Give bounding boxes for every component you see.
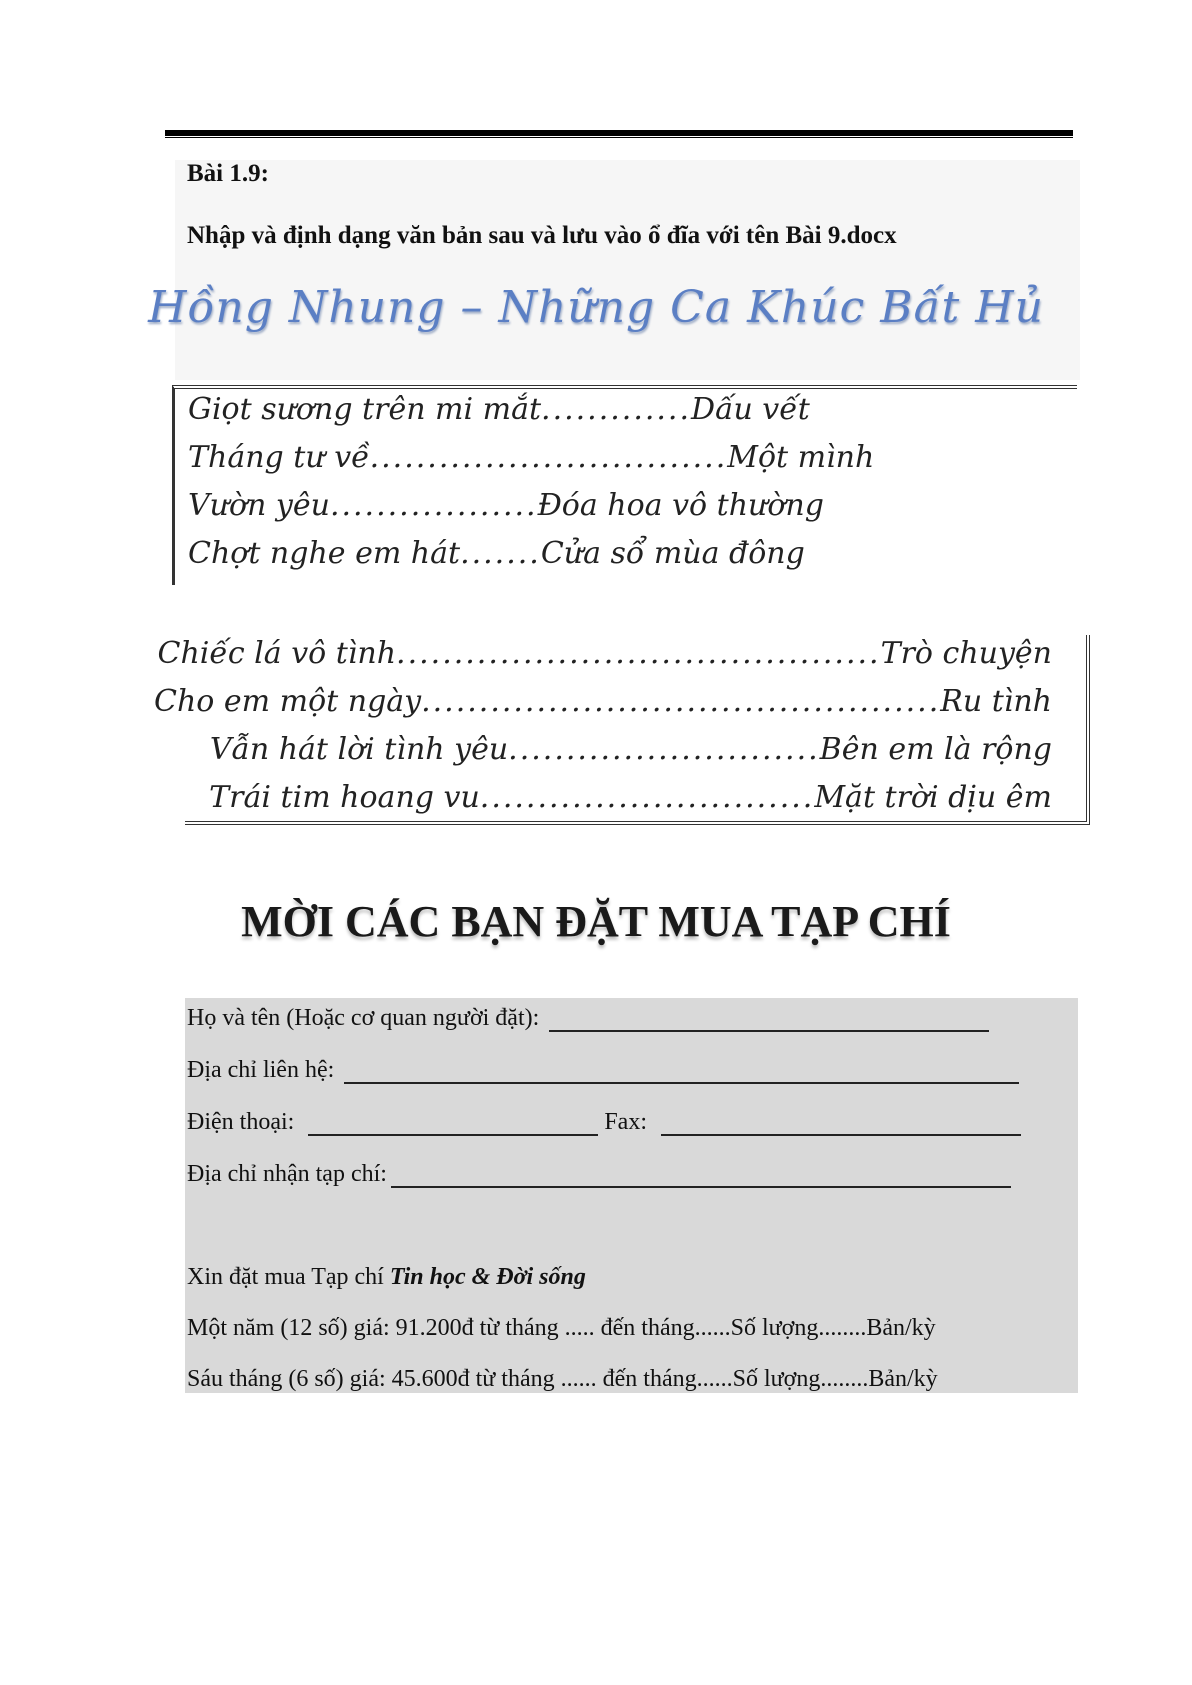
phone-label: Điện thoại:	[187, 1109, 295, 1135]
leader-dots: ..................	[329, 488, 538, 523]
song-line	[154, 684, 1052, 719]
magazine-name: Tin học & Đời sống	[389, 1264, 586, 1290]
order-prefix: Xin đặt mua Tạp chí	[187, 1264, 390, 1290]
name-field[interactable]	[549, 1010, 989, 1032]
leader-dots: ...........................	[508, 732, 820, 767]
song-name: Trò chuyện	[880, 636, 1052, 671]
leader-dots: ...............................	[369, 440, 728, 475]
song-title: Hồng Nhung – Những Ca Khúc Bất Hủ	[148, 282, 1044, 333]
song-name: Bên em là rộng	[819, 732, 1052, 767]
song-line	[210, 732, 1052, 767]
magazine-heading: MỜI CÁC BẠN ĐẶT MUA TẠP CHÍ	[241, 897, 951, 946]
song-line	[188, 536, 805, 571]
phone-field[interactable]	[308, 1114, 598, 1136]
name-row	[187, 1005, 989, 1032]
leader-dots: ..........................................	[396, 636, 881, 671]
address-field[interactable]	[344, 1062, 1019, 1084]
song-name: Tháng tư về	[188, 440, 370, 475]
leader-dots: .............	[541, 392, 692, 427]
song-line	[188, 488, 824, 523]
address-label: Địa chỉ liên hệ:	[187, 1057, 335, 1083]
song-name: Vườn yêu	[188, 488, 330, 523]
song-name: Một mình	[727, 440, 875, 475]
receive-field[interactable]	[391, 1166, 1011, 1188]
leader-dots: .............................	[479, 780, 815, 815]
song-name: Giọt sương trên mi mắt	[188, 392, 542, 427]
song-name: Cho em một ngày	[154, 684, 422, 719]
top-rule-thin	[165, 137, 1073, 138]
fax-label: Fax:	[604, 1109, 647, 1135]
address-row	[187, 1057, 1019, 1084]
top-rule	[165, 130, 1073, 136]
song-name: Dấu vết	[691, 392, 810, 427]
fax-field[interactable]	[661, 1114, 1021, 1136]
song-line	[188, 392, 810, 427]
song-name: Chợt nghe em hát	[188, 536, 461, 571]
leader-dots: .......	[460, 536, 541, 571]
year-subscription-line: Một năm (12 số) giá: 91.200đ từ tháng ..... đến tháng......Số lượng........Bản/kỳ	[187, 1315, 936, 1341]
song-name: Cửa sổ mùa đông	[540, 536, 805, 571]
exercise-title: Bài 1.9:	[187, 160, 269, 187]
exercise-instruction: Nhập và định dạng văn bản sau và lưu vào ổ đĩa với tên Bài 9.docx	[187, 222, 897, 249]
receive-label: Địa chỉ nhận tạp chí:	[187, 1161, 387, 1187]
song-name: Đóa hoa vô thường	[537, 488, 824, 523]
song-name: Mặt trời dịu êm	[814, 780, 1052, 815]
song-line	[209, 780, 1052, 815]
half-year-subscription-line: Sáu tháng (6 số) giá: 45.600đ từ tháng ...... đến tháng......Số lượng........Bản/kỳ	[187, 1366, 938, 1392]
name-label: Họ và tên (Hoặc cơ quan người đặt):	[187, 1005, 540, 1031]
song-name: Chiếc lá vô tình	[157, 636, 397, 671]
receive-row	[187, 1161, 1011, 1188]
song-name: Vẫn hát lời tình yêu	[209, 732, 509, 767]
leader-dots: .............................................	[421, 684, 941, 719]
song-name: Ru tình	[940, 684, 1052, 719]
song-line	[188, 440, 874, 475]
song-line	[158, 636, 1052, 671]
order-line	[187, 1264, 586, 1291]
song-name: Trái tim hoang vu	[209, 780, 480, 815]
header-shade	[175, 160, 1080, 380]
phone-row	[187, 1109, 1021, 1136]
